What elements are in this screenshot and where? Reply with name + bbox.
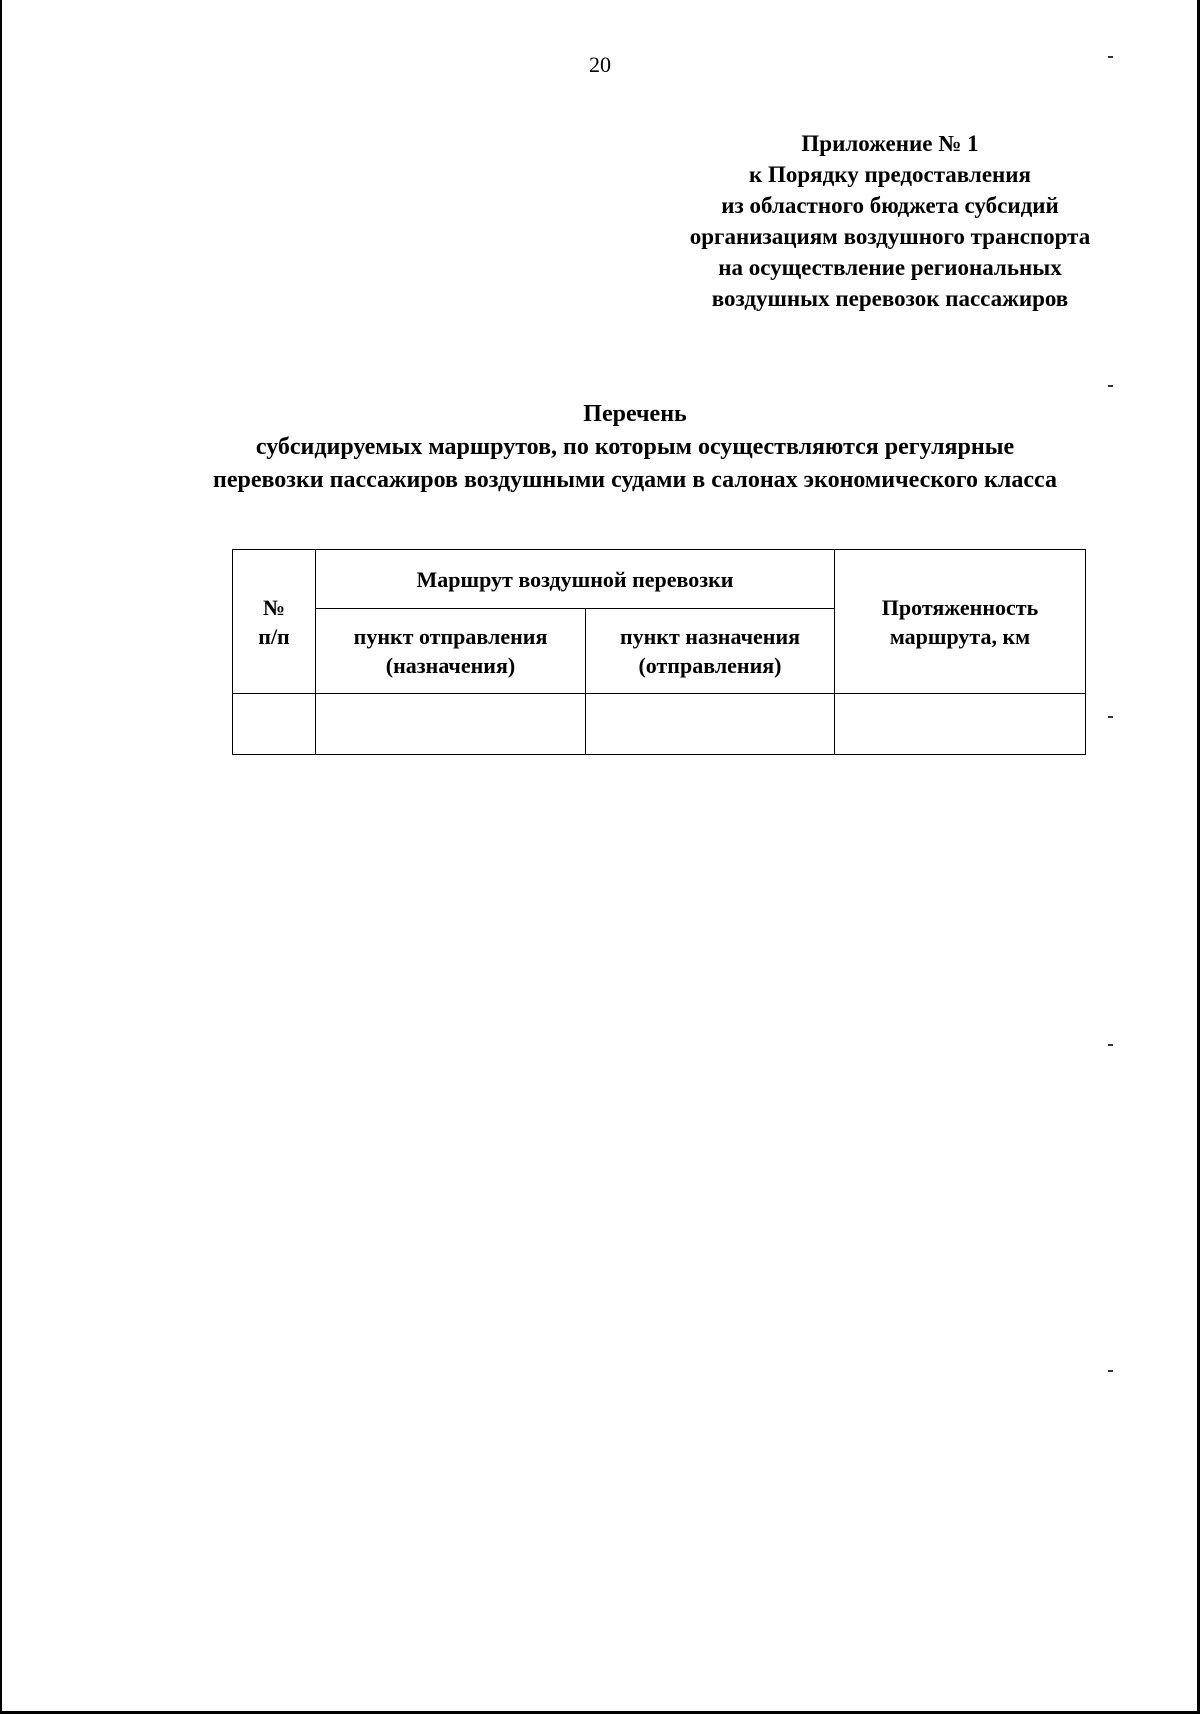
table-header-row [233, 550, 1086, 609]
page-number [0, 52, 1200, 78]
table-row [233, 694, 1086, 755]
title-line: перевозки пассажиров воздушными судами в салонах экономического класса [213, 467, 1057, 493]
table-cell [316, 694, 586, 755]
scan-speck [1108, 385, 1113, 387]
routes-table [232, 549, 1086, 755]
page-frame-left [0, 0, 2, 1714]
page-number-text: 20 [589, 52, 611, 77]
scan-speck [1108, 1370, 1113, 1372]
appendix-line: воздушных перевозок пассажиров [711, 286, 1069, 311]
appendix-line: организациям воздушного транспорта [689, 224, 1091, 249]
header-arrival-text: пункт назначения (отправления) [619, 624, 801, 678]
header-length [835, 550, 1086, 694]
appendix-line: на осуществление региональных [718, 255, 1062, 280]
appendix-line: Приложение № 1 [801, 131, 979, 156]
table-cell [835, 694, 1086, 755]
appendix-line: к Порядку предоставления [749, 162, 1031, 187]
header-departure [316, 609, 586, 694]
scan-speck [1108, 1044, 1113, 1046]
header-route: Маршрут воздушной перевозки [316, 550, 835, 609]
appendix-heading [660, 128, 1120, 314]
header-arrival [586, 609, 835, 694]
header-length-text: Протяженность маршрута, км [881, 594, 1039, 649]
header-departure-text: пункт отправления (назначения) [353, 624, 548, 678]
appendix-line: из областного бюджета субсидий [721, 193, 1059, 218]
title-line: субсидируемых маршрутов, по которым осуществляются регулярные [255, 434, 1015, 460]
table-cell [586, 694, 835, 755]
header-number [233, 550, 316, 694]
title-line: Перечень [583, 401, 687, 427]
table-cell [233, 694, 316, 755]
scan-speck [1108, 716, 1113, 718]
header-number-text: № п/п [258, 594, 290, 649]
document-title [140, 398, 1130, 497]
